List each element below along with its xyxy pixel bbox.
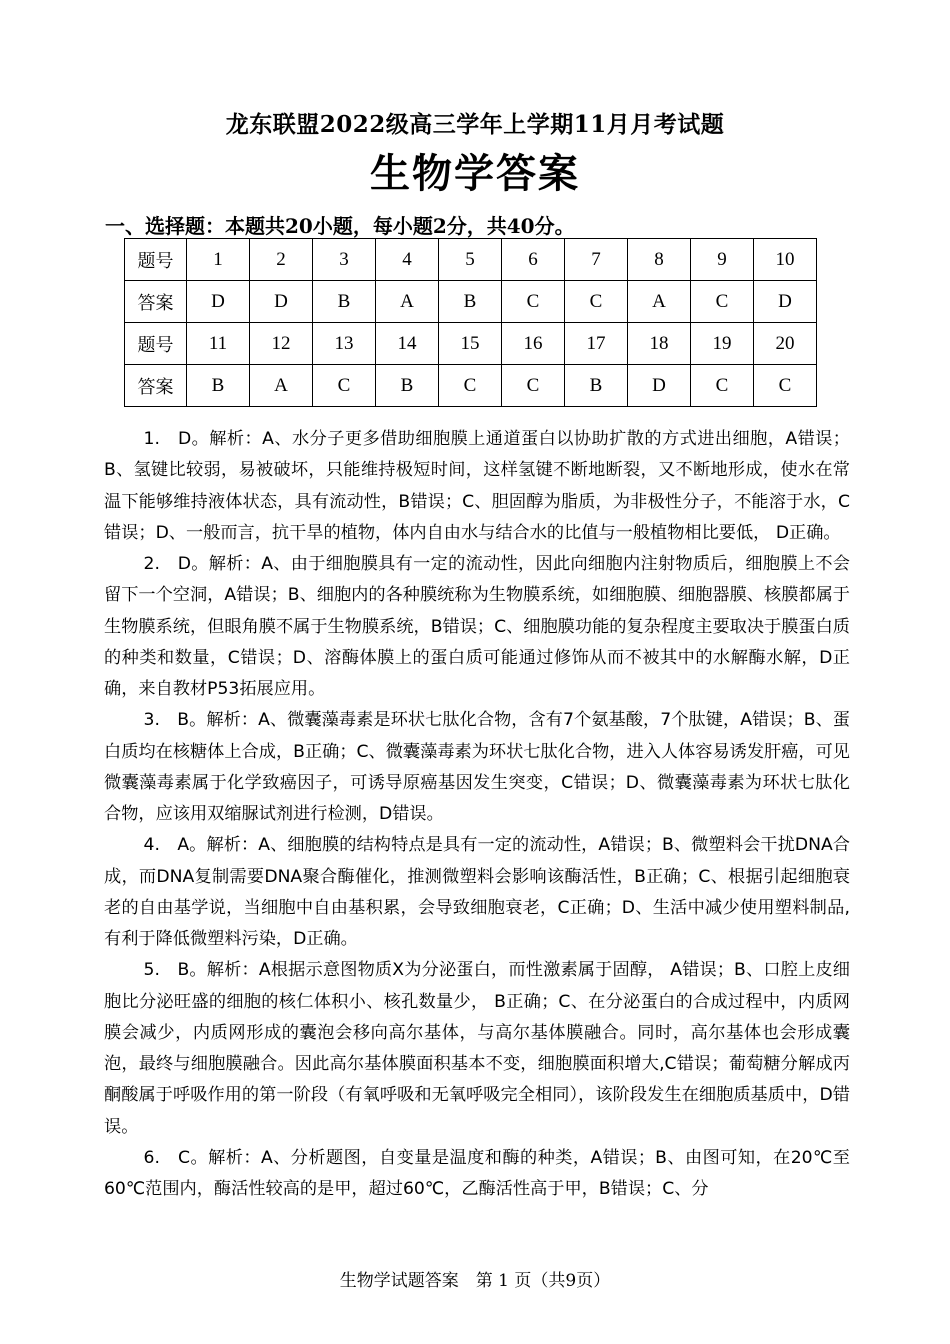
answer-cell: D (754, 281, 817, 323)
row-label-question: 题号 (125, 239, 187, 281)
row-label-question: 题号 (125, 323, 187, 365)
question-number-cell: 1 (187, 239, 250, 281)
question-number-cell: 2 (250, 239, 313, 281)
analysis-paragraph-3: 3. B。解析：A、微囊藻毒素是环状七肽化合物，含有7个氨基酸，7个肽键，A错误；B、蛋白质均在核糖体上合成，B正确；C、微囊藻毒素为环状七肽化合物，进入人体容易诱发肝癌，可见微囊藻毒素属于化学致癌因子，可诱导原癌基因发生突变，C错误；D、微囊藻毒素为环状七肽化合物，应该用双缩脲试剂进行检测，D错误。 (104, 710, 850, 824)
question-number-cell: 20 (754, 323, 817, 365)
answer-cell: C (502, 281, 565, 323)
row-label-answer: 答案 (125, 281, 187, 323)
question-number-cell: 3 (313, 239, 376, 281)
question-number-cell: 11 (187, 323, 250, 365)
answer-cell: B (187, 365, 250, 407)
answer-cell: A (376, 281, 439, 323)
answer-cell: B (313, 281, 376, 323)
question-number-row (125, 323, 817, 365)
answer-table (124, 238, 817, 407)
answer-cell: C (754, 365, 817, 407)
answer-cell: C (439, 365, 502, 407)
question-number-cell: 13 (313, 323, 376, 365)
analysis-paragraph-4: 4. A。解析：A、细胞膜的结构特点是具有一定的流动性，A错误；B、微塑料会干扰DNA合成，而DNA复制需要DNA聚合酶催化，推测微塑料会影响该酶活性，B正确；C、根据引起细胞衰老的自由基学说，当细胞中自由基积累，会导致细胞衰老，C正确；D、生活中减少使用塑料制品,有利于降低微塑料污染，D正确。 (104, 835, 850, 949)
exam-title: 龙东联盟2022级高三学年上学期11月月考试题 (225, 111, 725, 138)
analysis-paragraph-5: 5. B。解析：A根据示意图物质X为分泌蛋白，而性激素属于固醇， A错误；B、口腔上皮细胞比分泌旺盛的细胞的核仁体积小、核孔数量少， B正确；C、在分泌蛋白的合成过程中，内质网膜会减少，内质网形成的囊泡会移向高尔基体，与高尔基体膜融合。同时，高尔基体也会形成囊泡，最终与细胞膜融合。因此高尔基体膜面积基本不变，细胞膜面积增大,C错误；葡萄糖分解成丙酮酸属于呼吸作用的第一阶段（有氧呼吸和无氧呼吸完全相同），该阶段发生在细胞质基质中，D错误。 (104, 960, 850, 1137)
question-number-cell: 17 (565, 323, 628, 365)
row-label-answer: 答案 (125, 365, 187, 407)
section-heading: 一、选择题：本题共20小题，每小题2分，共40分。 (105, 214, 575, 238)
answer-cell: B (376, 365, 439, 407)
answer-cell: A (250, 365, 313, 407)
answer-cell: D (250, 281, 313, 323)
answer-cell: C (691, 281, 754, 323)
answer-cell: D (187, 281, 250, 323)
answer-cell: A (628, 281, 691, 323)
question-number-cell: 8 (628, 239, 691, 281)
answer-cell: C (313, 365, 376, 407)
answer-cell: C (565, 281, 628, 323)
question-number-cell: 9 (691, 239, 754, 281)
analysis-paragraph-2: 2. D。解析：A、由于细胞膜具有一定的流动性，因此向细胞内注射物质后，细胞膜上不会留下一个空洞，A错误；B、细胞内的各种膜统称为生物膜系统，如细胞膜、细胞器膜、核膜都属于生物膜系统，但眼角膜不属于生物膜系统，B错误；C、细胞膜功能的复杂程度主要取决于膜蛋白质的种类和数量，C错误；D、溶酶体膜上的蛋白质可能通过修饰从而不被其中的水解酶水解，D正确，来自教材P53拓展应用。 (104, 554, 850, 699)
answer-cell: B (565, 365, 628, 407)
analysis-section (104, 424, 850, 1205)
document-title: 生物学答案 (370, 150, 580, 197)
question-number-cell: 18 (628, 323, 691, 365)
question-number-cell: 7 (565, 239, 628, 281)
question-number-cell: 5 (439, 239, 502, 281)
question-number-cell: 12 (250, 323, 313, 365)
question-number-cell: 6 (502, 239, 565, 281)
question-number-cell: 10 (754, 239, 817, 281)
answer-cell: C (502, 365, 565, 407)
question-number-cell: 16 (502, 323, 565, 365)
question-number-cell: 19 (691, 323, 754, 365)
answer-row (125, 365, 817, 407)
answer-cell: D (628, 365, 691, 407)
analysis-paragraph-6: 6. C。解析：A、分析题图，自变量是温度和酶的种类，A错误；B、由图可知，在20℃至60℃范围内，酶活性较高的是甲，超过60℃，乙酶活性高于甲，B错误；C、分 (104, 1147, 850, 1199)
question-number-cell: 4 (376, 239, 439, 281)
page-footer: 生物学试题答案 第 1 页（共9页） (339, 1271, 611, 1291)
answer-cell: B (439, 281, 502, 323)
answer-row (125, 281, 817, 323)
question-number-row (125, 239, 817, 281)
question-number-cell: 15 (439, 323, 502, 365)
analysis-paragraph-1: 1. D。解析：A、水分子更多借助细胞膜上通道蛋白以协助扩散的方式进出细胞，A错误；B、氢键比较弱，易被破坏，只能维持极短时间，这样氢键不断地断裂，又不断地形成，使水在常温下能够维持液体状态，具有流动性，B错误；C、胆固醇为脂质，为非极性分子，不能溶于水，C错误；D、一般而言，抗干旱的植物，体内自由水与结合水的比值与一般植物相比要低， D正确。 (104, 429, 850, 543)
answer-cell: C (691, 365, 754, 407)
question-number-cell: 14 (376, 323, 439, 365)
